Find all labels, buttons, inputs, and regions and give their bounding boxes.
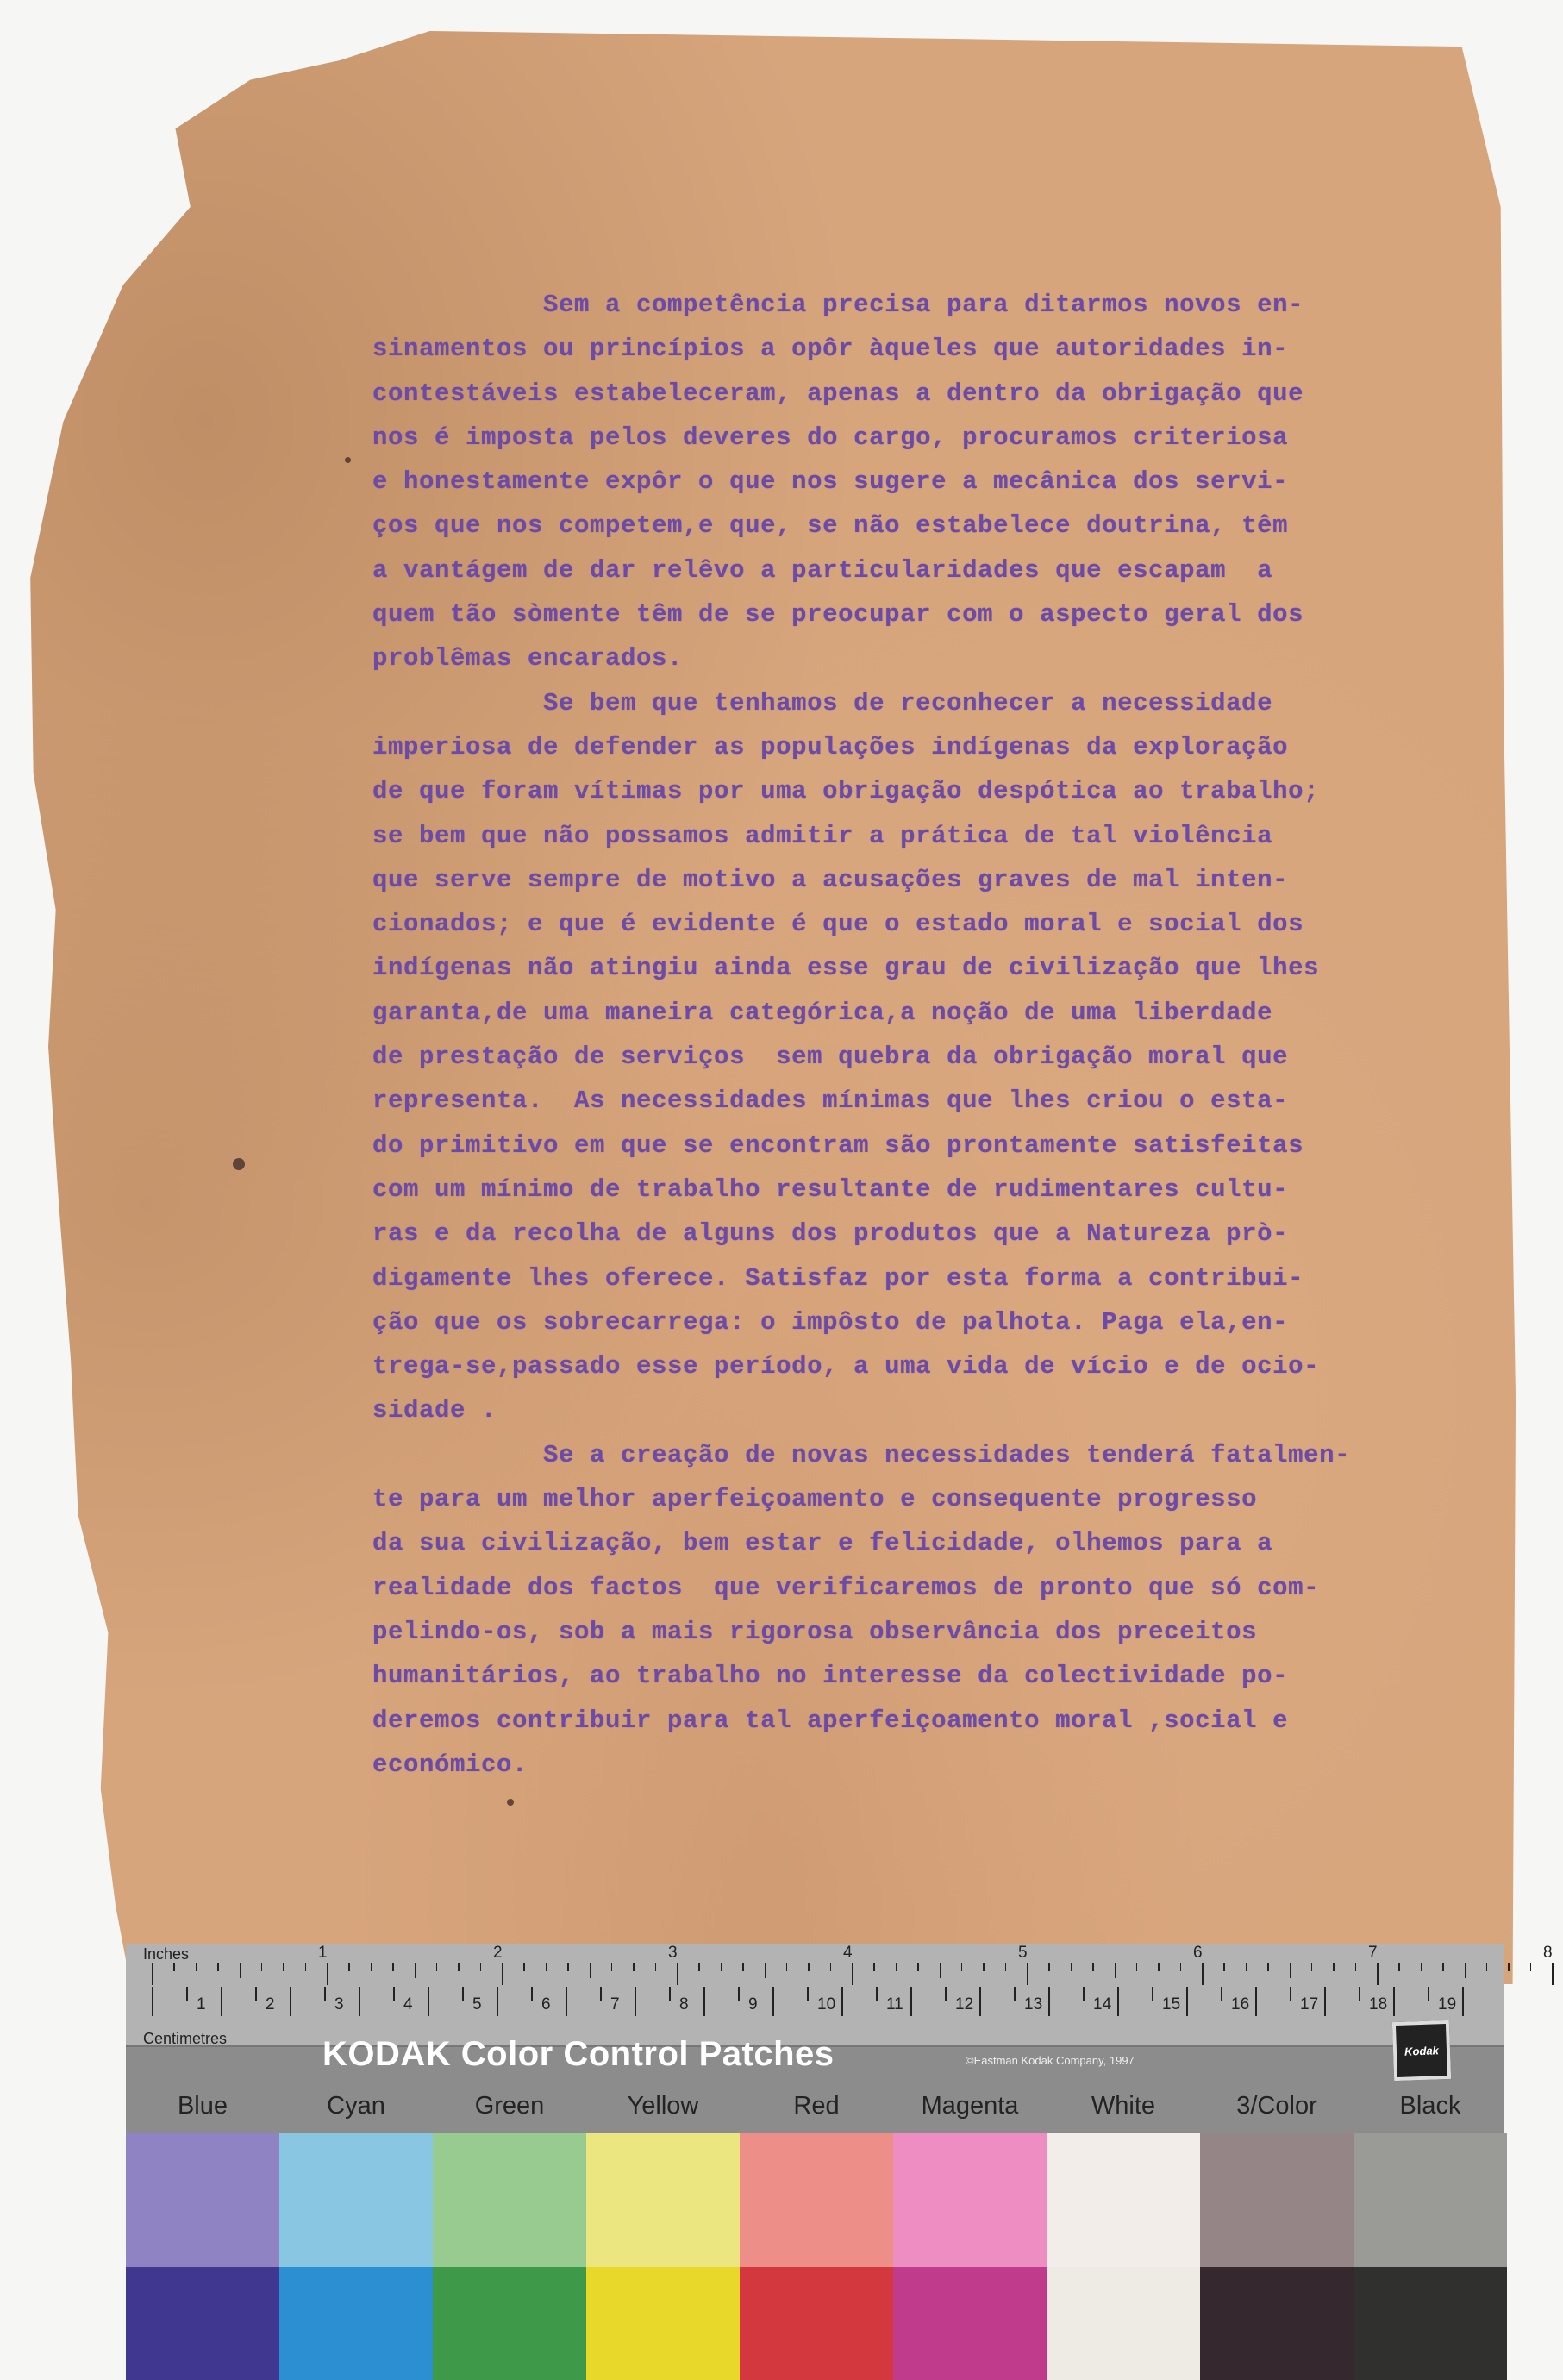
text-line: sinamentos ou princípios a opôr àqueles que autoridades in- — [372, 335, 1289, 364]
paragraph — [372, 1433, 1485, 1787]
cm-tick — [669, 1987, 671, 2001]
cm-tick — [910, 1987, 912, 2016]
color-patch-light — [1200, 2133, 1354, 2268]
inch-tick — [765, 1963, 766, 1978]
text-line: te para um melhor aperfeiçoamento e consequente progresso — [372, 1485, 1258, 1514]
cm-tick — [1221, 1987, 1222, 2001]
text-line: contestáveis estabeleceram, apenas a dentro da obrigação que — [372, 379, 1304, 408]
text-line: Se bem que tenhamos de reconhecer a necessidade — [372, 688, 1273, 717]
cm-tick — [566, 1987, 567, 2016]
inch-tick — [1048, 1963, 1050, 1971]
text-line: humanitários, ao trabalho no interesse da colectividade po- — [372, 1662, 1289, 1691]
cm-tick — [255, 1987, 257, 2001]
inch-tick — [655, 1963, 657, 1971]
inch-tick — [1071, 1963, 1072, 1971]
inch-tick — [1421, 1963, 1422, 1971]
cm-number: 2 — [266, 1995, 275, 2014]
cm-number: 11 — [886, 1995, 903, 2014]
cm-tick — [738, 1987, 740, 2001]
cm-tick — [221, 1987, 222, 2016]
color-patch-dark — [433, 2267, 586, 2380]
inch-tick — [458, 1963, 460, 1971]
cm-tick — [1014, 1987, 1016, 2001]
cm-number: 18 — [1369, 1995, 1388, 2014]
cm-tick — [1255, 1987, 1257, 2016]
text-line: ços que nos competem,e que, se não estabelece doutrina, têm — [372, 511, 1289, 541]
inch-tick — [1202, 1963, 1204, 1985]
cm-number: 14 — [1093, 1995, 1112, 2014]
inch-tick — [961, 1963, 963, 1971]
cm-number: 15 — [1162, 1995, 1181, 2014]
color-patch-dark — [586, 2267, 740, 2380]
text-line: imperiosa de defender as populações indígenas da exploração — [372, 732, 1289, 761]
inch-tick — [896, 1963, 897, 1971]
cm-tick — [393, 1987, 395, 2001]
ruler — [126, 1944, 1553, 2047]
color-patch-light — [1354, 2133, 1507, 2268]
cm-tick — [1117, 1987, 1119, 2016]
patch-label-red: Red — [793, 2092, 840, 2120]
inch-number: 8 — [1543, 1944, 1553, 1962]
color-patch-light — [740, 2133, 893, 2268]
paragraph — [372, 283, 1485, 681]
kodak-logo-icon — [1392, 2020, 1451, 2081]
inch-tick — [1465, 1963, 1466, 1978]
color-patch-light — [433, 2133, 586, 2268]
inch-tick — [240, 1963, 241, 1978]
cm-tick — [979, 1987, 981, 2016]
inch-tick — [415, 1963, 416, 1978]
inch-number: 6 — [1193, 1944, 1203, 1962]
inch-tick — [873, 1963, 875, 1971]
inch-tick — [917, 1963, 919, 1971]
inch-tick — [1355, 1963, 1357, 1971]
inches-label: Inches — [143, 1945, 190, 1963]
inch-tick — [1223, 1963, 1225, 1971]
cm-tick — [462, 1987, 464, 2001]
inch-tick — [940, 1963, 941, 1978]
text-line: sidade . — [372, 1396, 497, 1425]
cm-number: 12 — [955, 1995, 974, 2014]
cm-number: 19 — [1438, 1995, 1457, 2014]
centimetres-label: Centimetres — [143, 2030, 228, 2047]
cm-tick — [1290, 1987, 1291, 2001]
inch-tick — [633, 1963, 635, 1971]
cm-tick — [497, 1987, 498, 2016]
inch-tick — [698, 1963, 700, 1971]
inch-tick — [721, 1963, 722, 1971]
inch-tick — [1333, 1963, 1335, 1971]
text-line: ção que os sobrecarrega: o impôsto de palhota. Paga ela,en- — [372, 1307, 1289, 1337]
inch-tick — [1092, 1963, 1094, 1971]
inch-tick — [1377, 1963, 1379, 1985]
text-line: indígenas não atingiu ainda esse grau de civilização que lhes — [372, 954, 1320, 983]
color-patch-light — [1047, 2133, 1200, 2268]
cm-tick — [1359, 1987, 1360, 2001]
color-patch-dark — [126, 2267, 279, 2380]
text-line: do primitivo em que se encontram são prontamente satisfeitas — [372, 1130, 1304, 1160]
inch-tick — [677, 1963, 678, 1985]
inch-tick — [348, 1963, 350, 1971]
cm-number: 9 — [748, 1995, 758, 2014]
color-patch-dark — [740, 2267, 893, 2380]
cm-tick — [1393, 1987, 1395, 2016]
kodak-logo-text: Kodak — [1404, 2043, 1440, 2058]
text-line: de prestação de serviços sem quebra da obrigação moral que — [372, 1043, 1289, 1072]
cm-number: 4 — [403, 1995, 413, 2014]
text-line: económico. — [372, 1750, 528, 1779]
inch-tick — [1158, 1963, 1160, 1971]
ink-spot — [233, 1158, 245, 1170]
inch-number: 7 — [1368, 1944, 1378, 1962]
inch-tick — [611, 1963, 613, 1971]
cm-tick — [152, 1987, 153, 2016]
inch-tick — [1267, 1963, 1269, 1971]
inch-tick — [852, 1963, 853, 1985]
text-line: cionados; e que é evidente é que o estado moral e social dos — [372, 910, 1304, 939]
text-line: com um mínimo de trabalho resultante de rudimentares cultu- — [372, 1174, 1289, 1204]
inch-tick — [1311, 1963, 1313, 1971]
cm-tick — [324, 1987, 326, 2001]
inch-tick — [1552, 1963, 1554, 1985]
text-line: Se a creação de novas necessidades tenderá fatalmen- — [372, 1440, 1351, 1469]
cm-tick — [1462, 1987, 1464, 2016]
cm-tick — [703, 1987, 705, 2016]
inch-tick — [502, 1963, 503, 1985]
inch-tick — [523, 1963, 525, 1971]
cm-number: 7 — [610, 1995, 620, 2014]
cm-tick — [876, 1987, 878, 2001]
patch-label-3-color: 3/Color — [1236, 2092, 1317, 2120]
kodak-color-control-strip — [126, 1944, 1553, 2380]
inch-tick — [1005, 1963, 1007, 1971]
cm-tick — [531, 1987, 533, 2001]
text-line: da sua civilização, bem estar e felicidade, olhemos para a — [372, 1529, 1273, 1558]
color-patch-light — [586, 2133, 740, 2268]
cm-number: 8 — [679, 1995, 689, 2014]
text-line: ras e da recolha de alguns dos produtos que a Natureza prò- — [372, 1219, 1289, 1249]
text-line: pelindo-os, sob a mais rigorosa observância dos preceitos — [372, 1617, 1258, 1646]
patch-label-black: Black — [1399, 2092, 1461, 2120]
inch-tick — [217, 1963, 219, 1971]
inch-tick — [786, 1963, 788, 1971]
inch-tick — [261, 1963, 263, 1971]
cm-number: 17 — [1300, 1995, 1319, 2014]
inch-tick — [1486, 1963, 1488, 1971]
text-line: e honestamente expôr o que nos sugere a mecânica dos servi- — [372, 467, 1289, 497]
inch-tick — [436, 1963, 438, 1971]
cm-tick — [1428, 1987, 1429, 2001]
text-line: se bem que não possamos admitir a prática de tal violência — [372, 821, 1273, 850]
typewritten-text — [372, 283, 1485, 1787]
cm-number: 10 — [817, 1995, 836, 2014]
inch-tick — [590, 1963, 591, 1978]
inch-tick — [546, 1963, 547, 1971]
inch-tick — [830, 1963, 832, 1971]
inch-tick — [1508, 1963, 1510, 1971]
inch-tick — [742, 1963, 744, 1971]
cm-tick — [600, 1987, 602, 2001]
inch-tick — [567, 1963, 569, 1971]
color-patch-dark — [279, 2267, 433, 2380]
cm-tick — [1186, 1987, 1188, 2016]
cm-number: 13 — [1024, 1995, 1043, 2014]
color-patch-dark — [1047, 2267, 1200, 2380]
inch-tick — [1246, 1963, 1247, 1971]
inch-tick — [1136, 1963, 1138, 1971]
color-patch-dark — [1354, 2267, 1507, 2380]
inch-tick — [983, 1963, 985, 1971]
cm-tick — [772, 1987, 774, 2016]
inch-tick — [371, 1963, 372, 1971]
inch-tick — [1027, 1963, 1028, 1985]
cm-tick — [841, 1987, 843, 2016]
inch-tick — [480, 1963, 482, 1971]
cm-tick — [359, 1987, 360, 2016]
inch-tick — [283, 1963, 284, 1971]
inch-number: 5 — [1018, 1944, 1028, 1962]
cm-number: 3 — [334, 1995, 344, 2014]
text-line: digamente lhes oferece. Satisfaz por esta forma a contribui- — [372, 1263, 1304, 1293]
inch-number: 3 — [668, 1944, 678, 1962]
text-line: representa. As necessidades mínimas que lhes criou o esta- — [372, 1087, 1289, 1116]
inch-tick — [196, 1963, 197, 1971]
cm-tick — [1083, 1987, 1085, 2001]
inch-tick — [1290, 1963, 1291, 1978]
patch-label-cyan: Cyan — [327, 2092, 385, 2120]
cm-tick — [1152, 1987, 1153, 2001]
paragraph — [372, 681, 1485, 1433]
cm-tick — [428, 1987, 429, 2016]
color-patch-dark — [893, 2267, 1047, 2380]
inch-number: 4 — [843, 1944, 853, 1962]
inch-tick — [327, 1963, 328, 1985]
inch-tick — [152, 1963, 153, 1985]
cm-tick — [635, 1987, 636, 2016]
inch-tick — [392, 1963, 394, 1971]
color-patch-light — [893, 2133, 1047, 2268]
text-line: nos é imposta pelos deveres do cargo, procuramos criteriosa — [372, 423, 1289, 452]
ink-spot — [507, 1799, 514, 1806]
text-line: realidade dos factos que verificaremos de pronto que só com- — [372, 1573, 1320, 1602]
color-patch-light — [279, 2133, 433, 2268]
text-line: quem tão sòmente têm de se preocupar com o aspecto geral dos — [372, 600, 1304, 629]
text-line: de que foram vítimas por uma obrigação despótica ao trabalho; — [372, 777, 1320, 806]
inch-tick — [1530, 1963, 1532, 1971]
patch-label-yellow: Yellow — [627, 2092, 699, 2120]
patch-label-green: Green — [474, 2092, 545, 2120]
cm-tick — [807, 1987, 809, 2001]
inch-tick — [1442, 1963, 1444, 1971]
text-line: que serve sempre de motivo a acusações graves de mal inten- — [372, 865, 1289, 894]
cm-tick — [1324, 1987, 1326, 2016]
cm-number: 1 — [197, 1995, 206, 2014]
inch-number: 2 — [493, 1944, 503, 1962]
inch-number: 1 — [318, 1944, 328, 1962]
inch-tick — [305, 1963, 307, 1971]
cm-number: 16 — [1231, 1995, 1250, 2014]
cm-tick — [186, 1987, 188, 2001]
inch-tick — [1398, 1963, 1400, 1971]
kodak-title: KODAK Color Control Patches — [322, 2035, 835, 2073]
patch-label-blue: Blue — [177, 2092, 228, 2120]
text-line: deremos contribuir para tal aperfeiçoamento moral ,social e — [372, 1706, 1289, 1735]
inch-tick — [808, 1963, 810, 1971]
text-line: trega-se,passado esse período, a uma vida de vício e de ocio- — [372, 1352, 1320, 1381]
ink-spot — [345, 457, 351, 463]
inch-tick — [1180, 1963, 1182, 1971]
inch-tick — [173, 1963, 175, 1971]
kodak-copyright: ©Eastman Kodak Company, 1997 — [966, 2054, 1135, 2067]
patch-label-magenta: Magenta — [921, 2092, 1019, 2120]
cm-tick — [1048, 1987, 1050, 2016]
inch-tick — [1115, 1963, 1116, 1978]
color-patch-light — [126, 2133, 279, 2268]
text-line: Sem a competência precisa para ditarmos novos en- — [372, 291, 1304, 319]
text-line: garanta,de uma maneira categórica,a noção de uma liberdade — [372, 998, 1273, 1027]
cm-number: 6 — [541, 1995, 551, 2014]
text-line: problêmas encarados. — [372, 644, 684, 673]
patch-label-white: White — [1091, 2092, 1156, 2120]
cm-tick — [945, 1987, 947, 2001]
text-line: a vantágem de dar relêvo a particularidades que escapam a — [372, 555, 1273, 585]
cm-number: 5 — [472, 1995, 482, 2014]
color-patch-dark — [1200, 2267, 1354, 2380]
cm-tick — [290, 1987, 291, 2016]
